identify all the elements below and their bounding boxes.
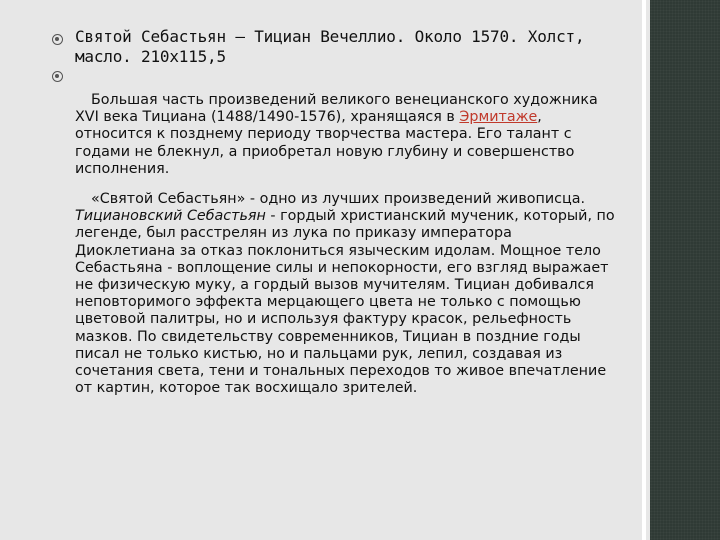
paragraph-intro xyxy=(75,92,615,178)
description-text-start: «Святой Себастьян» - одно из лучших произведений живописца. xyxy=(91,191,586,207)
sidebar-divider xyxy=(642,0,646,540)
caption-line-1: Святой Себастьян – Тициан Вечеллио. Около 1570. Холст, xyxy=(75,27,585,46)
description-text-end: - гордый христианский мученик, который, по легенде, был расстрелян из лука по приказу императора Диоклетиана за отказ поклониться языческим идолам. Мощное тело Себастьяна - воплощение силы и непокорности, его взгляд выражает не физическую муку, а гордый вызов мучителям. Тициан добивался неповторимого эффекта мерцающего цвета не только с помощью цветовой палитры, но и используя фактуру красок, рельефность мазков. По свидетельству современников, Тициан в поздние годы писал не только кистью, но и пальцами рук, лепил, создавая из сочетания света, тени и тональных переходов то живое впечатление от картин, которое так восхищало зрителей. xyxy=(75,208,615,397)
intro-text-end: , относится к позднему периоду творчества мастера. Его талант с годами не блекнул, а приобретал новую глубину и совершенство исполнения. xyxy=(75,109,575,177)
caption-line-2: масло. 210x115,5 xyxy=(75,47,226,66)
description-italic: Тициановский Себастьян xyxy=(75,208,266,225)
bullet-icon xyxy=(52,71,63,82)
paragraph-description xyxy=(75,191,615,397)
intro-text-start: Большая часть произведений великого венецианского художника XVI века Тициана (1488/1490-1576), хранящаяся в xyxy=(75,92,598,126)
painting-caption xyxy=(75,27,635,67)
hermitage-link[interactable]: Эрмитаже xyxy=(459,109,538,126)
bullet-icon xyxy=(52,34,63,45)
decorative-sidebar xyxy=(650,0,720,540)
